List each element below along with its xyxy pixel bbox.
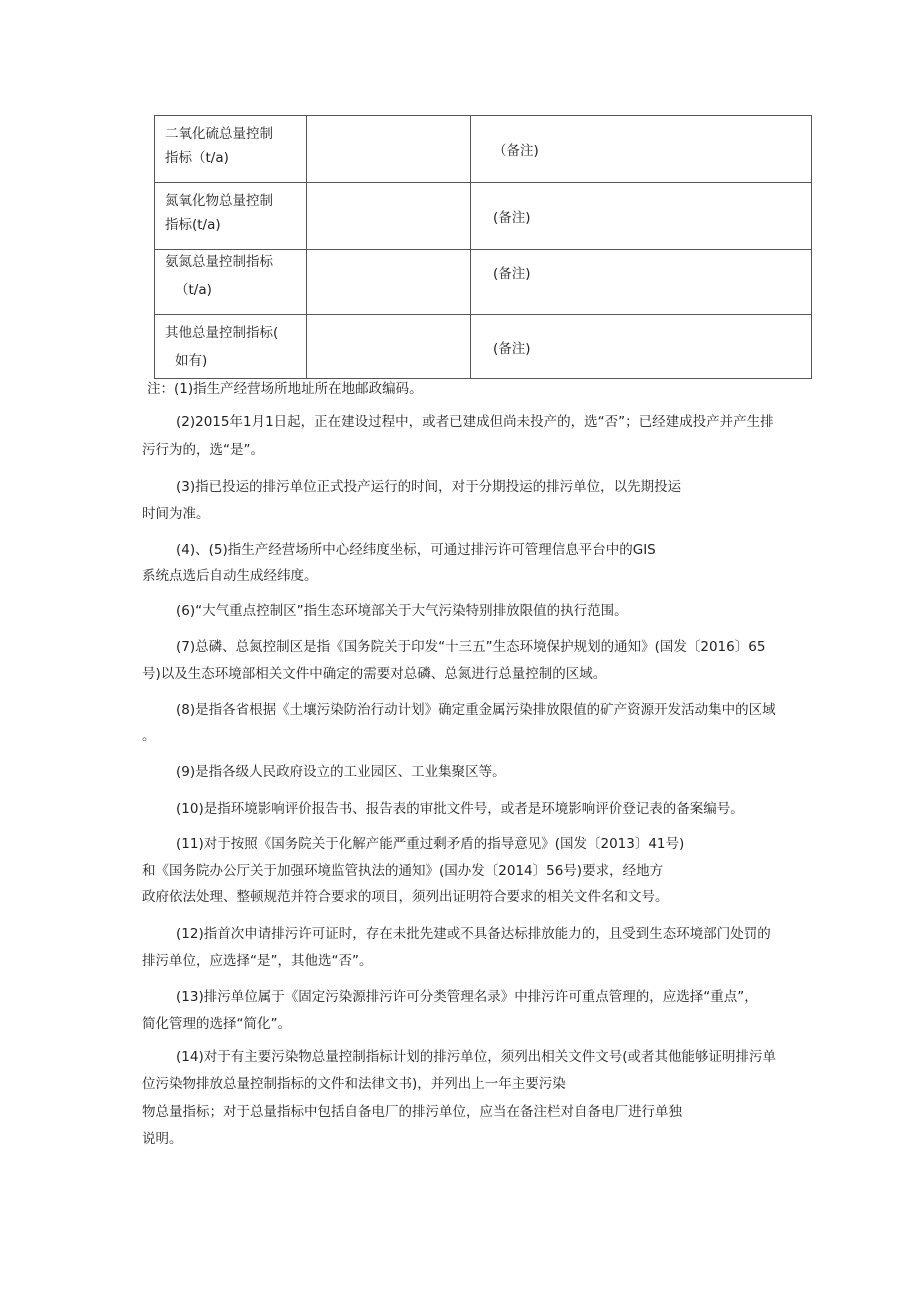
note-13-line1: (13)排污单位属于《固定污染源排污许可分类管理名录》中排污许可重点管理的，应选择“重点”， bbox=[176, 989, 758, 1005]
note-12-line2: 排污单位，应选择“是”，其他选“否”。 bbox=[142, 953, 373, 969]
note-4-line1: (4)、(5)指生产经营场所中心经纬度坐标，可通过排污许可管理信息平台中的GIS bbox=[176, 542, 656, 558]
note-7-line2: 号)以及生态环境部相关文件中确定的需要对总磷、总氮进行总量控制的区域。 bbox=[142, 666, 607, 682]
row-label: 氮氧化物总量控制 指标(t/a) bbox=[155, 183, 307, 249]
table-row bbox=[155, 315, 811, 378]
note-2-line2: 污行为的，选“是”。 bbox=[142, 442, 264, 458]
note-8-line2: 。 bbox=[142, 728, 156, 744]
note-11-line3: 政府依法处理、整顿规范并符合要求的项目，须列出证明符合要求的相关文件名和文号。 bbox=[142, 889, 669, 905]
row-label: 氨氮总量控制指标 （t/a) bbox=[155, 250, 307, 314]
remark-cell: (备注) bbox=[493, 210, 531, 226]
table-row bbox=[155, 183, 811, 250]
value-cell[interactable] bbox=[307, 315, 471, 378]
note-14-line1: (14)对于有主要污染物总量控制指标计划的排污单位，须列出相关文件文号(或者其他能够证明排污单 bbox=[176, 1049, 776, 1065]
note-3-line1: (3)指已投运的排污单位正式投产运行的时间，对于分期投运的排污单位，以先期投运 bbox=[176, 479, 682, 495]
note-1: 注：(1)指生产经营场所地址所在地邮政编码。 bbox=[147, 381, 423, 397]
remark-cell: (备注) bbox=[493, 340, 531, 357]
note-14-line4: 说明。 bbox=[142, 1131, 183, 1147]
note-14-line3: 物总量指标；对于总量指标中包括自备电厂的排污单位，应当在备注栏对自备电厂进行单独 bbox=[142, 1104, 682, 1120]
note-10: (10)是指环境影响评价报告书、报告表的审批文件号，或者是环境影响评价登记表的备案编号。 bbox=[176, 801, 744, 817]
row-label: 其他总量控制指标( 如有) bbox=[155, 315, 307, 378]
note-8-line1: (8)是指各省根据《土壤污染防治行动计划》确定重金属污染排放限值的矿产资源开发活动集中的区域 bbox=[176, 702, 776, 718]
table-row bbox=[155, 116, 811, 183]
note-3-line2: 时间为准。 bbox=[142, 506, 210, 522]
note-7-line1: (7)总磷、总氮控制区是指《国务院关于印发“十三五”生态环境保护规划的通知》(国发〔2016〕65 bbox=[176, 639, 766, 655]
remark-cell: (备注) bbox=[493, 266, 531, 282]
note-11-line1: (11)对于按照《国务院关于化解产能严重过剩矛盾的指导意见》(国发〔2013〕41号) bbox=[176, 836, 685, 852]
note-11-line2: 和《国务院办公厅关于加强环境监管执法的通知》(国办发〔2014〕56号)要求，经地方 bbox=[142, 863, 664, 879]
note-4-line2: 系统点选后自动生成经纬度。 bbox=[142, 568, 318, 584]
table-row bbox=[155, 250, 811, 315]
remark-cell: （备注) bbox=[493, 143, 539, 159]
note-2-line1: (2)2015年1月1日起，正在建设过程中，或者已建成但尚未投产的，选“否”；已经建成投产并产生排 bbox=[176, 414, 774, 430]
emission-control-table bbox=[154, 115, 812, 379]
row-label: 二氧化硫总量控制 指标（t/a) bbox=[155, 116, 307, 182]
note-14-line2: 位污染物排放总量控制指标的文件和法律文书)，并列出上一年主要污染 bbox=[142, 1076, 566, 1092]
value-cell[interactable] bbox=[307, 183, 471, 249]
value-cell[interactable] bbox=[307, 250, 471, 314]
note-13-line2: 简化管理的选择“简化”。 bbox=[142, 1016, 291, 1032]
note-6: (6)“大气重点控制区”指生态环境部关于大气污染特别排放限值的执行范围。 bbox=[176, 603, 628, 619]
note-12-line1: (12)指首次申请排污许可证时，存在未批先建或不具备达标排放能力的，且受到生态环境部门处罚的 bbox=[176, 926, 771, 942]
value-cell[interactable] bbox=[307, 116, 471, 182]
note-9: (9)是指各级人民政府设立的工业园区、工业集聚区等。 bbox=[176, 764, 506, 780]
